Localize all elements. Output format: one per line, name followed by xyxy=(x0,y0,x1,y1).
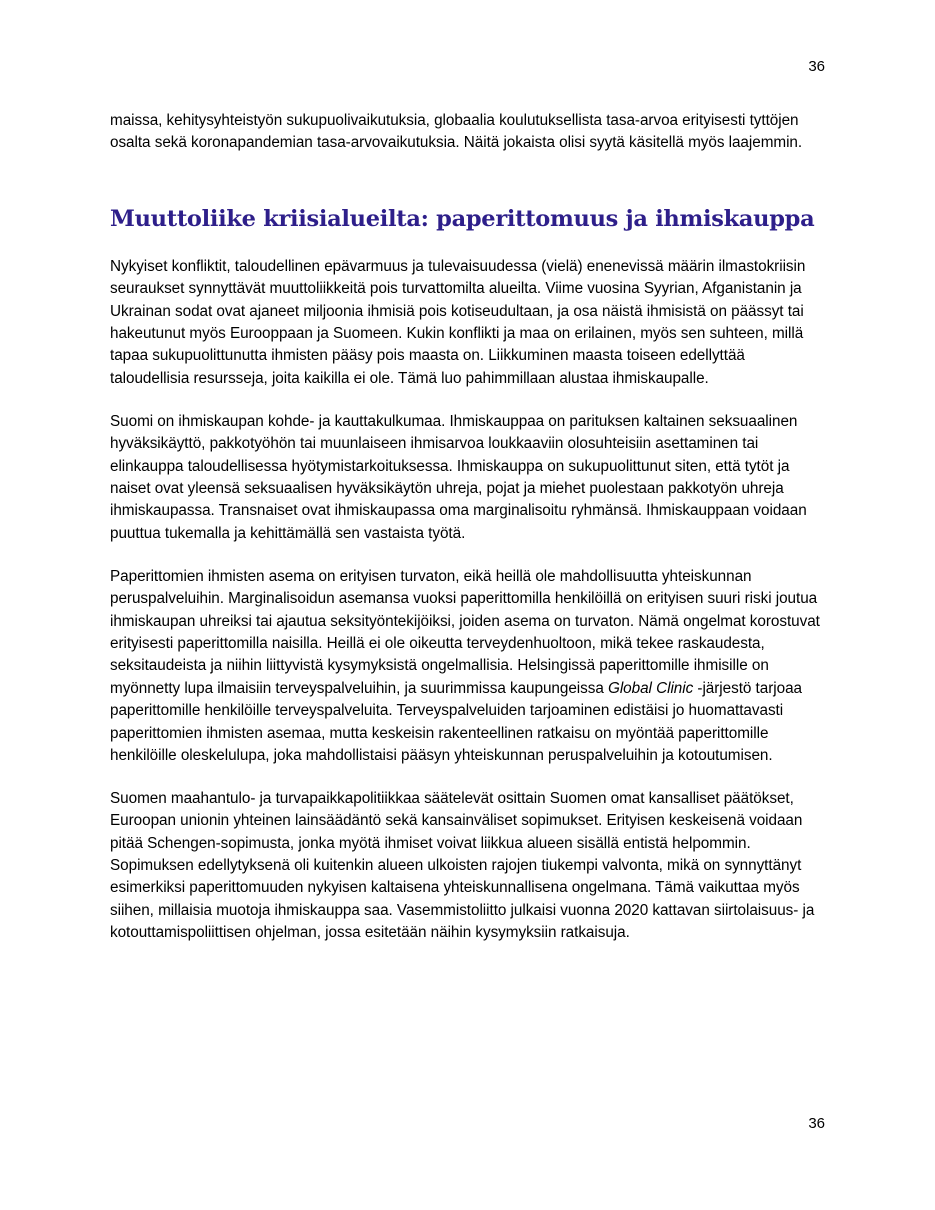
intro-paragraph: maissa, kehitysyhteistyön sukupuolivaikutuksia, globaalia koulutuksellista tasa-arvoa erityisesti tyttöjen osalta sekä koronapandemian tasa-arvovaikutuksia. Näitä jokaista olisi syytä käsitellä myös laajemmin. xyxy=(110,112,803,152)
page-content xyxy=(110,110,828,945)
paragraph-asylum-policy: Suomen maahantulo- ja turvapaikkapolitiikkaa säätelevät osittain Suomen omat kansalliset päätökset, Euroopan unionin yhteinen lainsäädäntö sekä kansainväliset sopimukset. Erityisen keskeisenä voidaan pitää Schengen-sopimusta, jonka myötä ihmiset voivat liikkua alueen sisällä entistä helpommin. Sopimuksen edellytyksenä oli kuitenkin alueen ulkoisten rajojen tiukempi valvonta, mikä on synnyttänyt esimerkiksi paperittomuuden nykyisen kaltaisena yhteiskunnallisena ongelmana. Tämä vaikuttaa myös siihen, millaisia muotoja ihmiskauppa saa. Vasemmistoliitto julkaisi vuonna 2020 kattavan siirtolaisuus- ja kotouttamispoliittisen ohjelman, jossa esitetään näihin kysymyksiin ratkaisuja. xyxy=(110,789,815,942)
global-clinic-name: Global Clinic xyxy=(607,679,694,697)
page-number-top: 36 xyxy=(808,58,825,75)
paragraph-undocumented-part-2: -järjestö tarjoaa paperittomille henkilöille terveyspalveluita. Terveyspalveluiden tarjoaminen edistäisi jo huomattavasti paperittomien ihmisten asemaa, mutta keskeisin rakenteellinen ratkaisu on myöntää paperittomille henkilöille oleskelulupa, joka mahdollistaisi pääsyn yhteiskunnan peruspalveluihin ja kotoutumisen. xyxy=(110,679,802,764)
paragraph-human-trafficking: Suomi on ihmiskaupan kohde- ja kauttakulkumaa. Ihmiskauppaa on parituksen kaltainen seksuaalinen hyväksikäyttö, pakkotyöhön tai muunlaiseen ihmisarvoa loukkaaviin olosuhteisiin asettaminen tai elinkauppa taloudellisessa hyötymistarkoituksessa. Ihmiskauppa on sukupuolittunut siten, että tytöt ja naiset ovat yleensä seksuaalisen hyväksikäytön uhreja, pojat ja miehet puolestaan pakkotyön uhreja ihmiskaupassa. Transnaiset ovat ihmiskaupassa oma marginalisoitu ryhmänsä. Ihmiskauppaan voidaan puuttua tukemalla ja kehittämällä sen vastaista työtä. xyxy=(110,412,807,542)
page-number-bottom: 36 xyxy=(808,1115,825,1132)
paragraph-migration: Nykyiset konfliktit, taloudellinen epävarmuus ja tulevaisuudessa (vielä) enenevissä määrin ilmastokriisin seuraukset synnyttävät muuttoliikkeitä pois turvattomilta alueilta. Viime vuosina Syyrian, Afganistanin ja Ukrainan sodat ovat ajaneet miljoonia ihmisiä pois kotiseudultaan, ja osa näistä ihmisistä on päässyt tai hakeutunut myös Eurooppaan ja Suomeen. Kukin konflikti ja maa on erilainen, myös sen suhteen, millä tapaa sukupuolittunutta ihmisten pääsy pois maasta on. Liikkuminen maasta toiseen edellyttää taloudellisia resursseja, joita kaikilla ei ole. Tämä luo pahimmillaan alustaa ihmiskaupalle. xyxy=(110,257,806,387)
paragraph-undocumented-part-1: Paperittomien ihmisten asema on erityisen turvaton, eikä heillä ole mahdollisuutta yhteiskunnan peruspalveluihin. Marginalisoidun asemansa vuoksi paperittomilla henkilöillä on erityisen suuri riski joutua ihmiskaupan uhreiksi tai ajautua seksityöntekijöiksi, joiden asema on turvaton. Nämä ongelmat korostuvat erityisesti paperittomilla naisilla. Heillä ei ole oikeutta terveydenhuoltoon, mikä tekee raskaudesta, seksitaudeista ja niihin liittyvistä kysymyksistä ongelmallisia. Helsingissä paperittomille ihmisille on myönnetty lupa ilmaisiin terveyspalveluihin, ja suurimmissa kaupungeissa xyxy=(110,567,820,697)
paragraph-undocumented xyxy=(110,566,828,768)
section-heading: Muuttoliike kriisialueilta: paperittomuus ja ihmiskauppa xyxy=(110,205,815,232)
